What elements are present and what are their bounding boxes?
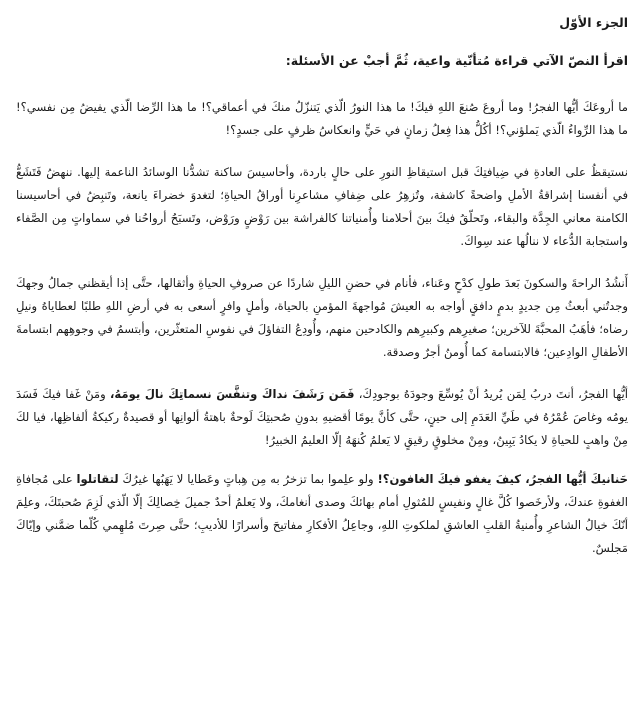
paragraph-5-text-end: على مُجافاةِ الغفوةِ عندكَ، ولأرخَصوا كُلَّ غالٍ ونفيسٍ للمُثولِ أمام بهائكَ وصدى أنغامكَ، ولا يَعلمُ أحدٌ جميلَ خِصالِكَ إلّا الّذي لَزِمَ صُحبتَكَ، وعلِمَ أنّكَ خيالُ الشاعرِ وأُمنيةُ القلبِ العاشقِ لملكوتِ اللهِ، وجاعِلُ الأفكارِ مفاتيحَ وأسرارًا للأديبِ؛ حتَّى صِرتَ مُلهِمي كُلّما ضمَّني وإيّاكَ مَجلسٌ. xyxy=(16,472,628,555)
paragraph-4 xyxy=(16,383,628,452)
paragraph-3: أَنشُدُ الراحةَ والسكونَ بَعدَ طولِ كدْحٍ وعَناء، فأنام في حضنِ الليلِ شاردًا عن صروفِ الحياةِ وأثقالها، حتَّى إذا أيقظني جمالُ وجهكَ وجدتُني أبعثُ مِن جديدٍ بدمٍ دافقٍ أواجه به العيشَ مُواجهةَ المؤمنِ بالحياة، وأملٍ وافرٍ أسعى به في أرضِ اللهِ طلبًا لعطاياهُ ونيلِ رضاه؛ فأهَبُ المحبَّةَ للآخرين؛ صغيرِهم وكبيرِهم والكادحين منهم، وأُودِعُ التفاؤلَ في نفوسِ المتعثّرين، وأبتسمُ في وجوهِهم ابتسامةَ الأطفالِ الوادِعين؛ فالابتسامة كما أُومنُ أجرٌ وصدقة. xyxy=(16,276,628,359)
paragraph-5-bold-word: لتقاتلوا xyxy=(76,472,119,486)
paragraph-2: نستيقظُ على العادةِ في ضِيافتِكَ قبل استيقاظِ النورِ على حالٍ باردة، وأحاسيسَ ساكنة تشدُّنا الوسائدُ الناعمة إليها. ننهضُ فَتَشَعُّ في أنفسنا إشراقةُ الأملِ واضحةً كاشفة، وتُزهِرُ على ضِفافِ مشاعرِنا أوراقُ الحياةِ؛ لتغدوَ خضراءَ يانعة، وتَنبِضُ في أحاسيسنا الكامنة معاني الجِدَّة والبقاء، وتَحلّقُ فيكَ بينَ أحلامنا وأُمنياتنا كالفراشة بين رَوْضٍ ورَوْض، وتَسبَحُ أرواحُنا في سماواتٍ مِن الصَّفاء واستجابة الدُّعاء لا ننالُها عند سِواكَ. xyxy=(16,165,628,248)
paragraph-4-text-end: ومَنْ غَفا فيكَ فَسَدَ يومُه وغاصَ عُمْرُهُ في طَيِّ العَدَمِ إلى حينٍ، حتَّى كأنَّ يومًا أقضيهِ بدونِ صُحبتِكَ لَوحةٌ باهتةُ ألوانِها أو قصيدةٌ ركيكةُ ألفاظِها، فيا لكَ مِنْ واهبٍ للحياةِ لا يكادُ يَبِينُ، ومِنْ مخلوقٍ رقيقٍ لا يَعلمُ كُنهَهُ إلّا العليمُ الخبيرُ! xyxy=(16,387,628,447)
paragraph-5-bold-opening: حَنانيكَ أيُّها الفجرُ، كيفَ يغفو فيكَ الغافون؟! xyxy=(377,472,628,486)
reading-instruction: اقرأ النصّ الآتي قراءة مُتأنّية واعية، ثُمَّ أجبْ عن الأسئلة: xyxy=(285,53,628,68)
part-title: الجزء الأوّل xyxy=(559,15,628,30)
paragraph-5-text-mid: ولو علِموا بما تزخرُ به مِن هِباتٍ وعَطايا لا يَهَبُها غيرُكَ xyxy=(118,472,378,486)
paragraph-1: ما أروعَكَ أيُّها الفجرُ! وما أروعَ صُنعَ اللهِ فيكَ! ما هذا النورُ الّذي يَتنزّلُ منكَ في أعماقي؟! ما هذا الرِّضا الّذي يفيضُ مِن نفسي؟! ما هذا الرِّواءُ الّذي يَملؤني؟! أكُلُّ هذا فِعلُ زمانٍ في حَيٍّ وانعكاسُ ظرفٍ على جسدٍ؟! xyxy=(16,100,628,137)
paragraph-5 xyxy=(16,468,628,560)
paragraph-4-text-start: أيُّها الفجرُ، أنتَ دربُ لِمَن يُريدُ أنْ يُوسِّعَ وجودَهُ بوجودِكَ، xyxy=(354,387,628,401)
paragraph-4-bold-phrase: فَمَن رَشَفَ نداكَ وتنفَّسَ نسماتِكَ نالَ يومَهُ، xyxy=(109,387,355,401)
